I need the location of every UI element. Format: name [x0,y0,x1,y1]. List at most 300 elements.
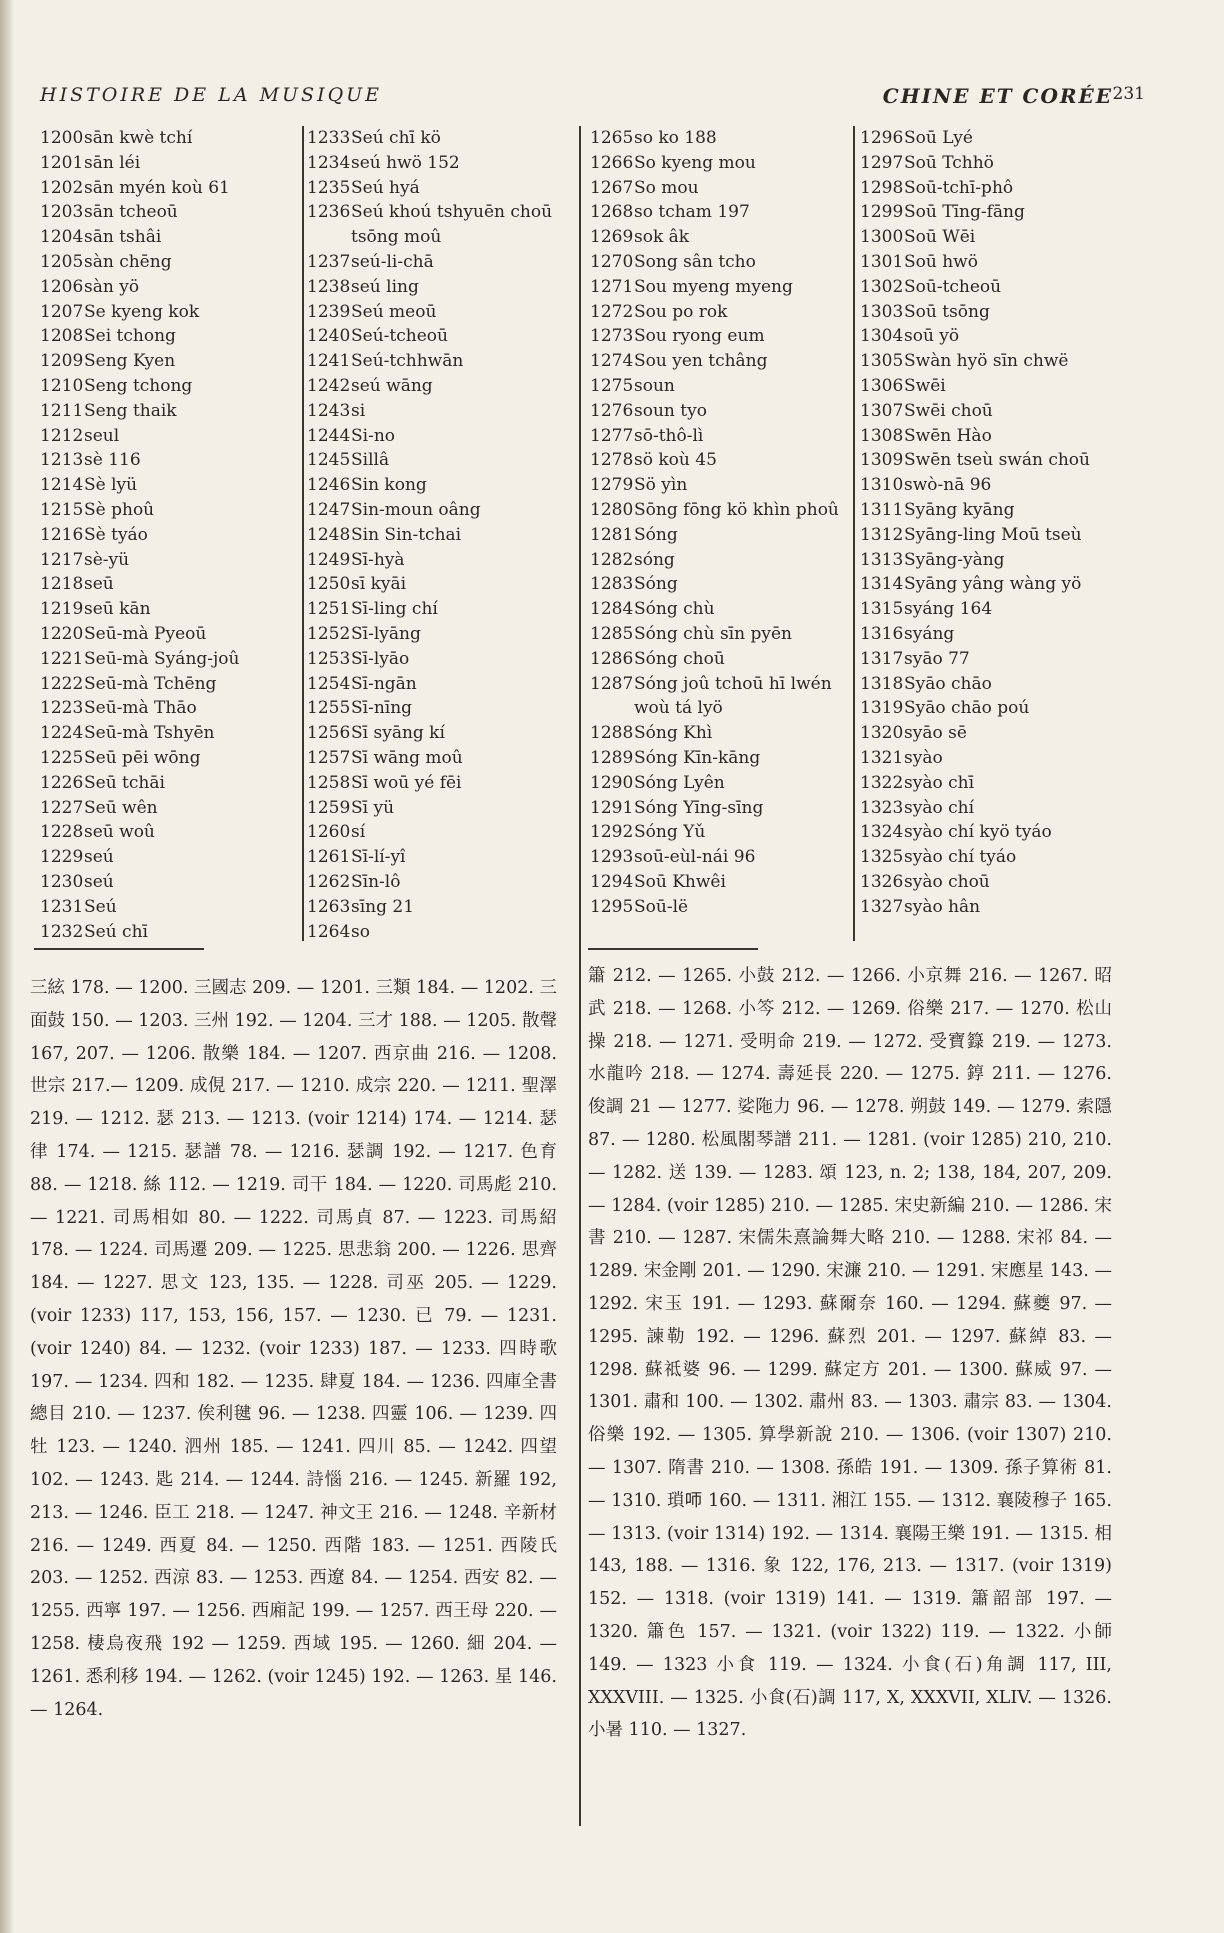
index-entry [40,895,296,920]
index-entry [860,721,1122,746]
entry-number: 1249 [307,549,351,570]
entry-romanization: Seú meoū [351,301,437,322]
entry-romanization: sö koù 45 [634,450,717,471]
entry-number: 1218 [40,574,84,595]
entry-romanization: So mou [634,177,699,198]
entry-number: 1201 [40,152,84,173]
index-column-4 [860,126,1122,920]
entry-number: 1269 [590,227,634,248]
entry-number: 1324 [860,822,904,843]
index-entry [40,746,296,771]
index-entry [590,300,847,325]
entry-romanization: syào hân [904,896,981,917]
column-rule [853,126,855,941]
entry-number: 1289 [590,747,634,768]
entry-romanization: seú [84,847,114,868]
index-entry [590,151,847,176]
index-entry [590,200,847,225]
entry-number: 1325 [860,847,904,868]
entry-number: 1250 [307,574,351,595]
entry-number: 1211 [40,400,84,421]
index-column-2 [307,126,569,944]
index-entry [307,597,569,622]
entry-number: 1258 [307,772,351,793]
entry-romanization: Sī-lí-yî [351,847,406,868]
entry-romanization: syào chí kyö tyáo [904,822,1052,843]
index-entry [590,572,847,597]
index-entry [40,721,296,746]
entry-romanization: So kyeng mou [634,152,756,173]
entry-romanization: Seū-mà Syáng-joû [84,648,240,669]
entry-number: 1216 [40,524,84,545]
entry-number: 1280 [590,499,634,520]
entry-number: 1273 [590,326,634,347]
entry-romanization: Soū-tcheoū [904,276,1002,297]
index-entry [307,424,569,449]
entry-number: 1252 [307,623,351,644]
index-entry [860,498,1122,523]
index-entry [590,126,847,151]
entry-romanization: syāo sē [904,723,967,744]
entry-romanization: Sou po rok [634,301,728,322]
entry-number: 1266 [590,152,634,173]
index-entry [307,151,569,176]
index-entry [40,126,296,151]
index-entry [40,647,296,672]
entry-romanization: Swēi choū [904,400,993,421]
entry-number: 1298 [860,177,904,198]
entry-number: 1255 [307,698,351,719]
index-entry [590,374,847,399]
entry-number: 1243 [307,400,351,421]
entry-number: 1286 [590,648,634,669]
entry-romanization: Sīn-lô [351,871,401,892]
index-entry [590,870,847,895]
index-entry [590,424,847,449]
index-entry [307,796,569,821]
entry-number: 1294 [590,871,634,892]
index-entry [860,176,1122,201]
index-entry [860,597,1122,622]
entry-number: 1224 [40,723,84,744]
index-entry [40,324,296,349]
entry-number: 1297 [860,152,904,173]
index-entry [307,126,569,151]
entry-number: 1251 [307,599,351,620]
entry-romanization: Seū tchāi [84,772,165,793]
entry-number: 1300 [860,227,904,248]
entry-number: 1285 [590,623,634,644]
index-entry [590,721,847,746]
entry-romanization: Sóng Yīng-sīng [634,797,764,818]
entry-romanization: so [351,921,370,942]
index-entry [40,920,296,945]
entry-romanization: syào [904,747,943,768]
entry-romanization: Sī yü [351,797,395,818]
entry-romanization: Sin kong [351,475,427,496]
entry-romanization: Sōng fōng kö khìn phoû [634,499,839,520]
index-entry [40,399,296,424]
entry-number: 1276 [590,400,634,421]
index-entry [860,349,1122,374]
index-entry [307,696,569,721]
index-entry [590,349,847,374]
entry-number: 1287 [590,673,634,694]
index-entry [590,622,847,647]
index-entry [307,672,569,697]
index-entry [860,300,1122,325]
entry-romanization: Seú [84,896,117,917]
entry-number: 1303 [860,301,904,322]
index-entry [860,324,1122,349]
entry-romanization: soun tyo [634,400,707,421]
running-title-left: HISTOIRE DE LA MUSIQUE [40,84,383,106]
entry-number: 1236 [307,202,351,223]
index-entry [860,796,1122,821]
index-entry [590,647,847,672]
index-entry [590,746,847,771]
index-entry [860,275,1122,300]
entry-number: 1299 [860,202,904,223]
entry-number: 1317 [860,648,904,669]
entry-romanization: Swēi [904,375,946,396]
character-notes-left: 三絃 178. — 1200. 三國志 209. — 1201. 三類 184. — 1202. 三面鼓 150. — 1203. 三州 192. — 1204. 三才 188. — 1205. 散聲 167, 207. — 1206. 散樂 184. — 1207. 西京曲 216. — 1208. 世宗 217.— 1209. 成俔 217. — 1210. 成宗 220. — 1211. 聖澤 219. — 1212. 瑟 213. — 1213. (voir 1214) 174. — 1214. 瑟律 174. — 1215. 瑟譜 78. — 1216. 瑟調 192. — 1217. 色育 88. — 1218. 絲 112. — 1219. 司干 184. — 1220. 司馬彪 210. — 1221. 司馬相如 80. — 1222. 司馬貞 87. — 1223. 司馬紹 178. — 1224. 司馬遷 209. — 1225. 思悲翁 200. — 1226. 思齊 184. — 1227. 思文 123, 135. — 1228. 司巫 205. — 1229. (voir 1233) 117, 153, 156, 157. — 1230. 已 79. — 1231. (voir 1240) 84. — 1232. (voir 1233) 187. — 1233. 四時歌 197. — 1234. 四和 182. — 1235. 肆夏 184. — 1236. 四庫全書總目 210. — 1237. 俟利毽 96. — 1238. 四靈 106. — 1239. 四牡 123. — 1240. 泗州 185. — 1241. 四川 85. — 1242. 四望 102. — 1243. 匙 214. — 1244. 詩惱 216. — 1245. 新羅 192, 213. — 1246. 臣工 218. — 1247. 神文王 216. — 1248. 辛新材 216. — 1249. 西夏 84. — 1250. 西階 183. — 1251. 西陵氏 203. — 1252. 西涼 83. — 1253. 西遼 84. — 1254. 西安 82. — 1255. 西寧 197. — 1256. 西廂記 199. — 1257. 西王母 220. — 1258. 棲烏夜飛 192 — 1259. 西域 195. — 1260. 細 204. — 1261. 悉利移 194. — 1262. (voir 1245) 192. — 1263. 星 146. — 1264. [30,978,557,1720]
entry-number: 1219 [40,599,84,620]
entry-romanization: Sóng Lyên [634,772,725,793]
index-entry [307,200,569,250]
entry-number: 1277 [590,425,634,446]
entry-number: 1203 [40,202,84,223]
entry-number: 1311 [860,499,904,520]
entry-number: 1220 [40,623,84,644]
entry-number: 1291 [590,797,634,818]
index-entry [590,523,847,548]
index-entry [590,448,847,473]
entry-number: 1312 [860,524,904,545]
index-entry [860,126,1122,151]
index-column-1 [40,126,296,944]
entry-number: 1321 [860,747,904,768]
entry-romanization: syào chí tyáo [904,847,1017,868]
index-entry [40,622,296,647]
index-entry [307,523,569,548]
entry-romanization: Sóng chù sīn pyēn [634,623,792,644]
entry-romanization: soun [634,375,675,396]
entry-number: 1228 [40,822,84,843]
entry-romanization: sóng [634,549,675,570]
index-entry [307,324,569,349]
entry-romanization: sīng 21 [351,896,415,917]
entry-number: 1271 [590,276,634,297]
entry-number: 1208 [40,326,84,347]
entry-number: 1217 [40,549,84,570]
index-entry [307,721,569,746]
entry-romanization: soū yö [904,326,960,347]
entry-romanization: Sóng [634,574,678,595]
entry-romanization: sè-yü [84,549,130,570]
entry-romanization: syáng 164 [904,599,993,620]
entry-number: 1284 [590,599,634,620]
index-entry [860,895,1122,920]
index-entry [40,250,296,275]
entry-romanization: so tcham 197 [634,202,750,223]
index-entry [307,820,569,845]
index-entry [40,845,296,870]
index-entry [40,349,296,374]
index-entry [590,225,847,250]
entry-romanization: Swàn hyö sīn chwë [904,351,1069,372]
entry-romanization: sàn chēng [84,251,172,272]
index-entry [590,597,847,622]
entry-number: 1257 [307,747,351,768]
entry-romanization: sān tshâi [84,227,162,248]
page-number: 231 [1112,84,1145,104]
index-entry [40,200,296,225]
entry-romanization: Si-no [351,425,396,446]
entry-number: 1315 [860,599,904,620]
entry-number: 1260 [307,822,351,843]
entry-number: 1261 [307,847,351,868]
entry-number: 1254 [307,673,351,694]
entry-romanization: swò-nā 96 [904,475,992,496]
entry-number: 1313 [860,549,904,570]
entry-number: 1292 [590,822,634,843]
entry-number: 1272 [590,301,634,322]
index-entry [307,250,569,275]
character-notes-right: 簫 212. — 1265. 小鼓 212. — 1266. 小京舞 216. — 1267. 昭武 218. — 1268. 小笒 212. — 1269. 俗樂 217. — 1270. 松山操 218. — 1271. 受明命 219. — 1272. 受寶籙 219. — 1273. 水龍吟 218. — 1274. 壽延長 220. — 1275. 錞 211. — 1276. 俊調 21 — 1277. 娑陁力 96. — 1278. 朔鼓 149. — 1279. 索隱 87. — 1280. 松風閣琴譜 211. — 1281. (voir 1285) 210, 210. — 1282. 送 139. — 1283. 頌 123, n. 2; 138, 184, 207, 209. — 1284. (voir 1285) 210. — 1285. 宋史新編 210. — 1286. 宋書 210. — 1287. 宋儒朱熹論舞大略 210. — 1288. 宋祁 84. — 1289. 宋金剛 201. — 1290. 宋濂 210. — 1291. 宋應星 143. — 1292. 宋玉 191. — 1293. 蘇爾奈 160. — 1294. 蘇夔 97. — 1295. 諫勒 192. — 1296. 蘇烈 201. — 1297. 蘇綽 83. — 1298. 蘇祗婆 96. — 1299. 蘇定方 201. — 1300. 蘇威 97. — 1301. 肅和 100. — 1302. 肅州 83. — 1303. 肅宗 83. — 1304. 俗樂 192. — 1305. 算學新說 210. — 1306. (voir 1307) 210. — 1307. 隋書 210. — 1308. 孫皓 191. — 1309. 孫子算術 81. — 1310. 瑣𠯗 160. — 1311. 湘江 155. — 1312. 襄陵穆子 165. — 1313. (voir 1314) 192. — 1314. 襄陽王樂 191. — 1315. 相 143, 188. — 1316. 象 122, 176, 213. — 1317. (voir 1319) 152. — 1318. (voir 1319) 141. — 1319. 簫韶部 197. — 1320. 簫色 157. — 1321. (voir 1322) 119. — 1322. 小師 149. — 1323 小食 119. — 1324. 小食(石)角調 117, III, XXXVIII. — 1325. 小食(石)調 117, X, XXXVII, XLIV. — 1326. 小暑 110. — 1327. [588,966,1112,1741]
index-entry [307,498,569,523]
entry-number: 1305 [860,351,904,372]
entry-romanization: Sillâ [351,450,390,471]
index-entry [307,548,569,573]
entry-romanization: seū [84,574,114,595]
index-entry [307,647,569,672]
entry-romanization: Sou ryong eum [634,326,765,347]
index-entry [860,374,1122,399]
entry-romanization: Seng tchong [84,375,193,396]
index-entry [307,275,569,300]
entry-romanization: sè 116 [84,450,141,471]
entry-romanization: sī kyāi [351,574,407,595]
entry-number: 1209 [40,351,84,372]
entry-romanization: Sou yen tchâng [634,351,768,372]
index-entry [307,300,569,325]
entry-romanization: sok âk [634,227,690,248]
index-entry [860,200,1122,225]
entry-number: 1302 [860,276,904,297]
entry-romanization: Syāng kyāng [904,499,1015,520]
entry-romanization: Seū-mà Thāo [84,698,197,719]
index-entry [307,622,569,647]
index-entry [590,771,847,796]
index-entry [860,771,1122,796]
index-entry [40,275,296,300]
entry-number: 1204 [40,227,84,248]
entry-number: 1320 [860,723,904,744]
entry-number: 1232 [40,921,84,942]
index-entry [40,696,296,721]
entry-number: 1242 [307,375,351,396]
entry-romanization: Seū-mà Tshyēn [84,723,215,744]
index-entry [590,399,847,424]
index-column-3 [590,126,847,920]
entry-number: 1229 [40,847,84,868]
entry-number: 1319 [860,698,904,719]
entry-number: 1241 [307,351,351,372]
index-entry [307,572,569,597]
entry-romanization: syāo 77 [904,648,970,669]
entry-number: 1231 [40,896,84,917]
index-entry [590,473,847,498]
entry-romanization: Soū tsōng [904,301,990,322]
index-entry [860,424,1122,449]
entry-romanization: Soū Lyé [904,128,973,148]
entry-number: 1268 [590,202,634,223]
index-entry [590,796,847,821]
index-entry [860,746,1122,771]
entry-romanization: seú wāng [351,375,433,396]
entry-romanization: Sī syāng kí [351,723,445,744]
entry-number: 1290 [590,772,634,793]
entry-romanization: Sóng Khì [634,723,713,744]
index-entry [40,771,296,796]
entry-romanization: Seū-mà Tchēng [84,673,217,694]
entry-number: 1210 [40,375,84,396]
entry-number: 1221 [40,648,84,669]
entry-number: 1248 [307,524,351,545]
entry-number: 1267 [590,177,634,198]
index-entry [40,572,296,597]
entry-number: 1283 [590,574,634,595]
entry-number: 1213 [40,450,84,471]
entry-number: 1274 [590,351,634,372]
entry-romanization: Sóng [634,524,678,545]
entry-number: 1326 [860,871,904,892]
entry-romanization: syào choū [904,871,990,892]
index-entry [860,523,1122,548]
entry-romanization: sān tcheoū [84,202,178,223]
entry-number: 1237 [307,251,351,272]
entry-romanization: syào chí [904,797,975,818]
entry-romanization: Soū Khwêi [634,871,726,892]
index-entry [40,523,296,548]
entry-romanization: Syāng-yàng [904,549,1005,570]
index-entry [40,820,296,845]
entry-number: 1214 [40,475,84,496]
index-entry [860,151,1122,176]
entry-number: 1233 [307,128,351,148]
entry-romanization: Sī woū yé fēi [351,772,462,793]
index-entry [860,399,1122,424]
entry-romanization: Sóng choū [634,648,725,669]
entry-number: 1295 [590,896,634,917]
index-entry [307,845,569,870]
entry-number: 1327 [860,896,904,917]
entry-romanization: Seū-mà Pyeoū [84,623,207,644]
entry-number: 1235 [307,177,351,198]
entry-romanization: Sī-lyāo [351,648,410,669]
index-entry [307,399,569,424]
index-entry [307,870,569,895]
index-entry [40,548,296,573]
running-title-right: CHINE ET CORÉE [882,84,1113,108]
index-entry [590,275,847,300]
entry-number: 1322 [860,772,904,793]
entry-romanization: Sī-hyà [351,549,405,570]
entry-number: 1279 [590,475,634,496]
entry-number: 1240 [307,326,351,347]
entry-romanization: seū woû [84,822,155,843]
entry-number: 1288 [590,723,634,744]
entry-romanization: Soū hwö [904,251,978,272]
entry-romanization: sàn yö [84,276,140,297]
entry-romanization: Sou myeng myeng [634,276,793,297]
entry-number: 1245 [307,450,351,471]
index-entry [40,672,296,697]
index-entry [307,176,569,201]
entry-romanization: seú hwö 152 [351,152,460,173]
entry-romanization: Song sân tcho [634,251,756,272]
entry-number: 1281 [590,524,634,545]
entry-romanization: syáng [904,623,955,644]
index-entry [590,845,847,870]
entry-number: 1259 [307,797,351,818]
entry-number: 1264 [307,921,351,942]
entry-number: 1316 [860,623,904,644]
entry-number: 1238 [307,276,351,297]
entry-romanization: Sī wāng moû [351,747,463,768]
entry-romanization: Sī-ngān [351,673,417,694]
entry-number: 1246 [307,475,351,496]
index-entry [307,895,569,920]
index-entry [860,622,1122,647]
entry-romanization: Sī-ling chí [351,599,438,620]
index-entry [40,473,296,498]
index-entry [860,647,1122,672]
entry-romanization: Soū Tchhö [904,152,994,173]
entry-romanization: seú-li-chā [351,251,434,272]
index-entry [860,845,1122,870]
entry-romanization: Sei tchong [84,326,176,347]
entry-romanization: Swēn tseù swán choū [904,450,1090,471]
entry-number: 1239 [307,301,351,322]
entry-number: 1318 [860,673,904,694]
entry-romanization: sān myén koù 61 [84,177,230,198]
index-entry [860,473,1122,498]
entry-number: 1301 [860,251,904,272]
index-entry [307,920,569,945]
index-entry [860,870,1122,895]
entry-number: 1225 [40,747,84,768]
entry-romanization: Seū wên [84,797,158,818]
index-entry [40,151,296,176]
index-entry [40,424,296,449]
entry-number: 1205 [40,251,84,272]
entry-romanization: Sóng chù [634,599,715,620]
entry-number: 1278 [590,450,634,471]
entry-romanization: Sin-moun oâng [351,499,481,520]
entry-number: 1215 [40,499,84,520]
index-entry [40,176,296,201]
book-spine-shadow [0,0,14,1933]
entry-number: 1270 [590,251,634,272]
entry-romanization: Seú chī [84,921,148,942]
index-entry [860,572,1122,597]
entry-romanization: seū kān [84,599,151,620]
entry-number: 1230 [40,871,84,892]
index-entry [590,176,847,201]
index-entry [307,473,569,498]
